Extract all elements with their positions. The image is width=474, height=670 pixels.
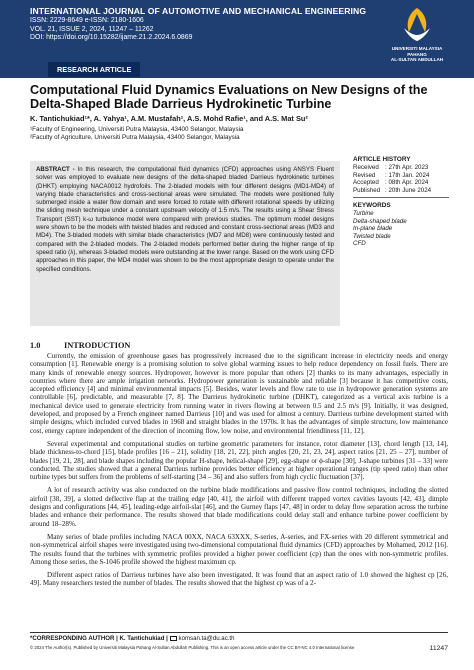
envelope-icon	[170, 636, 177, 641]
logo-wordmark: UNIVERSITI MALAYSIA PAHANG AL-SULTAN ABDULLAH	[390, 46, 444, 63]
paragraph: A lot of research activity was also conducted on the turbine blade modifications and passive flow control techniques, including the slotted airfoil [38, 39], a slotted deflective flap at the trailing edge [40, 41], the airfoil with different trapped vortex cavities layouts [42, 43], dimple designs and configurations [44, 45], leading-edge airfoil-slat [46], and the Gurney flaps [47, 48] in order to delay flow separation across the turbine blades and enhance their performance. The results showed that blade modifications could delay stall and enhance turbine power coefficient by around 18–28%.	[30, 486, 448, 528]
sidebar-divider	[353, 197, 449, 198]
university-logo	[386, 6, 448, 64]
journal-info	[30, 6, 390, 43]
article-history-heading: ARTICLE HISTORY	[353, 156, 411, 163]
footer-divider	[30, 632, 448, 633]
doi-link[interactable]: DOI: https://doi.org/10.15282/ijame.21.2.2024.6.0869	[30, 34, 193, 42]
history-row: Accepted : 08th Apr. 2024	[353, 179, 429, 187]
keywords-heading: KEYWORDS	[353, 202, 391, 210]
section-title: INTRODUCTION	[64, 341, 131, 350]
copyright-notice: © 2024 The Author(s). Published by Universiti Malaysia Pahang Al-Sultan Abdullah Publishing. This is an open access article under the CC BY-NC 4.0 International license	[30, 645, 355, 650]
keyword-item: Twisted blade	[353, 232, 391, 240]
logo-emblem-icon	[400, 6, 434, 44]
abstract-text: In this research, the computational fluid dynamics (CFD) approaches using ANSYS Fluent solver was employed to evaluate new designs of the delta-shaped bladed Darrieus hydrokinetic turbines (DHKT) employing NACA0012 hydrofoils. The 2-bladed models with four different designs (MD1-MD4) of varying blade characteristics and cross-sectional areas were simulated. The models were positioned fully submerged inside a water flow domain and were forced to rotate with different rotational speeds by utilizing the sliding mesh technique under a constant upstream velocity of 1.5 m/s. The results using a Shear Stress Transport (SST) k-ω turbulence model were compared with previous studies. The optimum model designs were shown to be the models with twisted blades and reduced and constant cross-sectional areas (MD3 and MD4). The 3-bladed models with similar blade characteristics (MD7 and MD8) were continuously tested and compared with the 2-bladed models. The 2-bladed models performed better during the higher range of tip speed ratio (λ), whereas 3-bladed models were outstanding at the lower range. Based on the work using CFD approaches in this paper, the MD4 model was shown to be the most appropriate design to operate under the specified conditions.	[36, 166, 334, 273]
volume-issue: VOL. 21, ISSUE 2, 2024, 11247 – 11262	[30, 25, 154, 33]
paragraph: Many series of blade profiles including NACA 00XX, NACA 63XXX, S-series, A-series, and FX-series with 20 different symmetrical and non-symmetrical airfoil shapes were investigated using two-dimensional computational fluid dynamics (CFD) approaches by Mohamed, 2012 [16]. The results found that the turbines with symmetric profiles provided a higher power coefficient (cp) than the ones with non-symmetric profiles. Among those series, the S-1046 profile showed the highest maximum cp.	[30, 532, 448, 566]
history-row: Revised : 17th Jan. 2024	[353, 171, 430, 179]
keyword-item: CFD	[353, 240, 366, 248]
paragraph: Different aspect ratios of Darrieus turbines have also been investigated. It was found that an aspect ratio of 1.0 showed the highest cp [26, 49]. Many researchers tested the number of blades. The results showed that the highest cp was of a 2-	[30, 571, 448, 588]
keyword-item: Turbine	[353, 210, 374, 218]
corresponding-author	[30, 635, 448, 643]
paragraph: Currently, the emission of greenhouse gases has progressively increased due to the significant increase in electricity needs and energy consumption [1]. Renewable energy is a promising solution to solve global warming issues to help reduce dependency on fossil fuels. There are many kinds of renewable energy sources. Hydropower, however is more popular than others [2] thanks to its many advantages, especially in countries where there are ample irrigation networks. Hydropower generation is sustainable and reliable [3] because it has competitive costs, accepted efficiency [4] and minimal environmental impacts [5]. Besides, water levels and flow rate to use in hydropower generation systems are controllable [6], predictable, and measurable [7, 8]. The Darrieus hydrokinetic turbine (DHKT), categorized as a vertical axis turbine is a mechanical device used to generate electricity from running water in rivers flowing at between 0.5 and 2.5 m/s [9]. Initially, it was designed, developed, and proposed by a French engineer named Darrieus [10] and was used for almost a century. Darrieus turbine development started with simple designs, which included curved blades in 1968 and straight blades in the 1970s. It has the advantages of simple structure, low maintenance cost, energy capture independent of the direction of incoming flow, low noise, and environmental friendliness [11, 12].	[30, 352, 448, 435]
abstract-label: ABSTRACT -	[36, 166, 75, 173]
journal-name: INTERNATIONAL JOURNAL OF AUTOMOTIVE AND MECHANICAL ENGINEERING	[30, 6, 367, 16]
section-number: 1.0	[30, 341, 41, 350]
author-list: K. Tantichukiad¹*, A. Yahya¹, A.M. Mustafah¹, A.S. Mohd Rafie¹, and A.S. Mat Su²	[30, 114, 308, 123]
author-email[interactable]: komsan.ta@du.ac.th	[178, 635, 235, 642]
body-text	[30, 352, 448, 629]
corresponding-label: *CORRESPONDING AUTHOR | K. Tantichukiad |	[30, 635, 168, 642]
keyword-item: In-plane blade	[353, 225, 393, 233]
affiliation-2: ²Faculty of Agriculture, Universiti Putra Malaysia, 43400 Selangor, Malaysia	[30, 134, 240, 141]
article-type-badge: RESEARCH ARTICLE	[48, 62, 140, 77]
history-row: Published : 20th June 2024	[353, 186, 432, 194]
paper-title: Computational Fluid Dynamics Evaluations on New Designs of the Delta-Shaped Blade Darrieus Hydrokinetic Turbine	[30, 83, 428, 111]
issn: ISSN: 2229-8649 e-ISSN: 2180-1606	[30, 17, 144, 24]
article-sidebar	[353, 156, 453, 247]
keyword-item: Delta-shaped blade	[353, 217, 407, 225]
section-heading	[30, 341, 130, 350]
paragraph: Several experimental and computational studies on turbine geometric parameters for instance, rotor diameter [13], chord length [13, 14], blade thickness-to-chord [15], blade profiles [16 – 21], solidity [18, 21, 22], pitch angles [20, 21, 23, 24], aspect ratios [21, 25 – 27], number of blades [19, 21, 28], and blade shapes including the popular H-shape, helical-shape [29], egg-shape or ϕ-shape [30], J-shape turbines [31 – 33] were conducted. The studies showed that a general Darrieus turbine provides better efficiency at higher operational ranges (tip speed ratio) than other turbine types but suffers from the problems of self-starting [34 – 36] and also suffers from high cyclic fluctuation [37].	[30, 439, 448, 482]
abstract-box	[30, 161, 340, 326]
affiliation-1: ¹Faculty of Engineering, Universiti Putra Malaysia, 43400 Selangor, Malaysia	[30, 126, 244, 133]
page-number: 11247	[429, 645, 448, 652]
history-row: Received : 27th Apr. 2023	[353, 164, 429, 172]
